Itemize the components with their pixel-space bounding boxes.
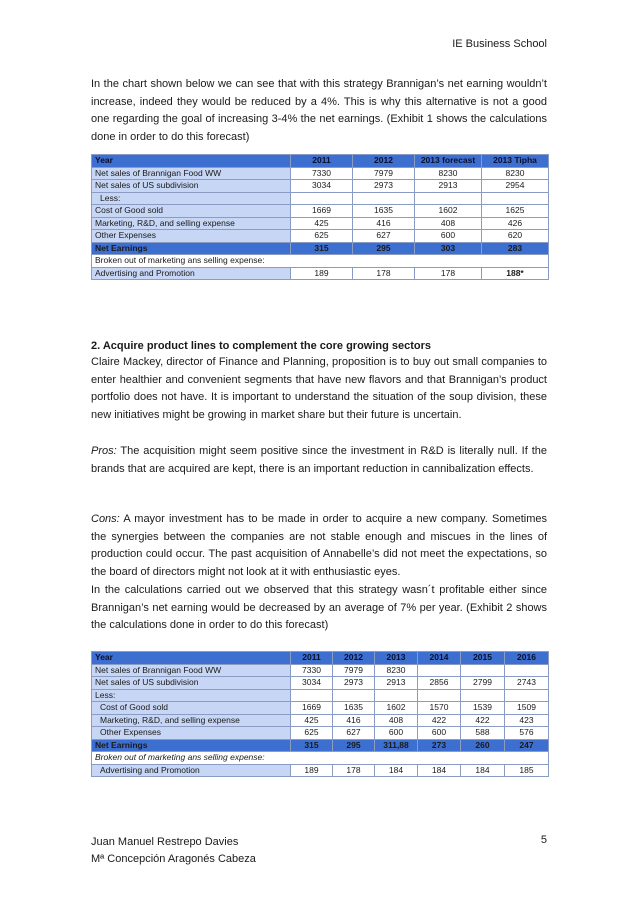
- table-row: [92, 664, 549, 677]
- cell: 2913: [375, 677, 418, 690]
- row-label: Net sales of Brannigan Food WW: [92, 664, 291, 677]
- pros-label: Pros:: [91, 445, 117, 457]
- cell: 600: [415, 230, 482, 243]
- cell: 295: [333, 739, 375, 752]
- page-number: 5: [540, 834, 547, 846]
- cell: 2856: [418, 677, 461, 690]
- cell: [505, 689, 549, 702]
- cell: 185: [505, 764, 549, 777]
- cell: 2913: [415, 180, 482, 193]
- cell: 2799: [461, 677, 505, 690]
- table-row: [92, 689, 549, 702]
- row-label: Marketing, R&D, and selling expense: [92, 217, 291, 230]
- cell: 8230: [482, 167, 549, 180]
- net-earnings-row: [92, 242, 549, 255]
- cell: 416: [353, 217, 415, 230]
- cell: 422: [418, 714, 461, 727]
- cell: 184: [461, 764, 505, 777]
- header-cell: 2016: [505, 652, 549, 665]
- header-cell: 2011: [291, 652, 333, 665]
- cell: 2743: [505, 677, 549, 690]
- table-row: [92, 192, 549, 205]
- cell: 422: [461, 714, 505, 727]
- header-cell: 2011: [291, 155, 353, 168]
- cell: 188*: [482, 267, 549, 280]
- cell: [415, 192, 482, 205]
- table-header-row: [92, 652, 549, 665]
- cell: 178: [353, 267, 415, 280]
- cell: [461, 664, 505, 677]
- cell: 8230: [415, 167, 482, 180]
- header-cell: 2013: [375, 652, 418, 665]
- table-row: [92, 255, 549, 268]
- cell: 408: [415, 217, 482, 230]
- intro-paragraph: In the chart shown below we can see that with this strategy Brannigan’s net earning wouldn’t increase, indeed they would be reduced by a 4%. This is why this alternative is not a good one regarding the goal of increasing 3-4% the net earnings. (Exhibit 1 shows the calculations done in order to do this forecast): [91, 78, 547, 143]
- section-paragraph: Claire Mackey, director of Finance and Planning, proposition is to buy out small companies to enter healthier and convenient segments that have new flavors and that Brannigan’s product portfolio does not have. It is important to understand the situation of the soup division, these new initiatives might be growing in market share but their future is uncertain.: [91, 356, 547, 421]
- table-row: [92, 714, 549, 727]
- cell: [291, 192, 353, 205]
- table-row: [92, 752, 549, 765]
- cell: 1509: [505, 702, 549, 715]
- table-header-row: [92, 155, 549, 168]
- row-label: Broken out of marketing ans selling expense:: [92, 752, 549, 765]
- cell: 3034: [291, 677, 333, 690]
- cell: 1669: [291, 205, 353, 218]
- footer-authors: [91, 834, 256, 868]
- cell: [482, 192, 549, 205]
- cell: 315: [291, 242, 353, 255]
- table-row: [92, 267, 549, 280]
- cell: [333, 689, 375, 702]
- header-cell: 2012: [353, 155, 415, 168]
- cell: 303: [415, 242, 482, 255]
- cell: 1539: [461, 702, 505, 715]
- cell: 425: [291, 217, 353, 230]
- running-header: IE Business School: [452, 38, 547, 50]
- cell: 189: [291, 764, 333, 777]
- cell: [418, 689, 461, 702]
- table-row: [92, 702, 549, 715]
- cell: 3034: [291, 180, 353, 193]
- cell: 247: [505, 739, 549, 752]
- table-row: [92, 217, 549, 230]
- cell: 2973: [353, 180, 415, 193]
- cell: 600: [375, 727, 418, 740]
- cell: 423: [505, 714, 549, 727]
- table-row: [92, 677, 549, 690]
- header-cell: 2014: [418, 652, 461, 665]
- cell: [505, 664, 549, 677]
- cell: 425: [291, 714, 333, 727]
- table-row: [92, 205, 549, 218]
- cell: 625: [291, 727, 333, 740]
- cell: 2973: [333, 677, 375, 690]
- cell: [291, 689, 333, 702]
- row-label: Net Earnings: [92, 242, 291, 255]
- row-label: Net sales of US subdivision: [92, 677, 291, 690]
- cell: 1635: [353, 205, 415, 218]
- cell: 1570: [418, 702, 461, 715]
- cons-text: A mayor investment has to be made in order to acquire a new company. Sometimes the synergies between the companies are not stable enough and miscues in the lines of production could occur. The past acquisition of Annabelle’s did not meet the expectations, so the board of directors might not look at it with enthusiastic eyes.: [91, 513, 547, 578]
- cons-label: Cons:: [91, 513, 120, 525]
- cell: 295: [353, 242, 415, 255]
- table-row: [92, 180, 549, 193]
- pros-paragraph: [91, 443, 547, 478]
- section-heading: 2. Acquire product lines to complement the core growing sectors: [91, 340, 432, 352]
- author-name: Juan Manuel Restrepo Davies: [91, 836, 239, 848]
- cell: [418, 664, 461, 677]
- row-label: Advertising and Promotion: [92, 764, 291, 777]
- cons-paragraph: [91, 511, 547, 581]
- cell: [353, 192, 415, 205]
- cell: 620: [482, 230, 549, 243]
- row-label: Less:: [92, 192, 291, 205]
- header-cell: Year: [92, 155, 291, 168]
- table-row: [92, 167, 549, 180]
- cell: 178: [333, 764, 375, 777]
- conclusion-paragraph: In the calculations carried out we observed that this strategy wasn´t profitable either since Brannigan’s net earning would be decreased by an average of 7% per year. (Exhibit 2 shows the calculations done in order to do this forecast): [91, 584, 547, 631]
- row-label: Other Expenses: [92, 727, 291, 740]
- table-row: [92, 230, 549, 243]
- cell: [375, 689, 418, 702]
- table-row: [92, 764, 549, 777]
- cell: 2954: [482, 180, 549, 193]
- row-label: Net sales of US subdivision: [92, 180, 291, 193]
- net-earnings-row: [92, 739, 549, 752]
- header-cell: 2013 Tipha: [482, 155, 549, 168]
- row-label: Other Expenses: [92, 230, 291, 243]
- header-cell: 2015: [461, 652, 505, 665]
- row-label: Marketing, R&D, and selling expense: [92, 714, 291, 727]
- cell: 7330: [291, 664, 333, 677]
- cell: 416: [333, 714, 375, 727]
- pros-text: The acquisition might seem positive since the investment in R&D is literally null. If the brands that are acquired are kept, there is an important reduction in cannibalization effects.: [91, 445, 547, 475]
- cell: 576: [505, 727, 549, 740]
- row-label: Net Earnings: [92, 739, 291, 752]
- cell: 283: [482, 242, 549, 255]
- table-row: [92, 727, 549, 740]
- author-name: Mª Concepción Aragonés Cabeza: [91, 853, 256, 865]
- header-cell: Year: [92, 652, 291, 665]
- exhibit-2-table: [91, 651, 549, 777]
- cell: 1625: [482, 205, 549, 218]
- cell: 184: [375, 764, 418, 777]
- cell: 7979: [353, 167, 415, 180]
- cell: [461, 689, 505, 702]
- row-label: Broken out of marketing ans selling expense:: [92, 255, 549, 268]
- cell: 588: [461, 727, 505, 740]
- cell: 178: [415, 267, 482, 280]
- cell: 189: [291, 267, 353, 280]
- cell: 1635: [333, 702, 375, 715]
- cell: 408: [375, 714, 418, 727]
- row-label: Net sales of Brannigan Food WW: [92, 167, 291, 180]
- cell: 184: [418, 764, 461, 777]
- cell: 311,88: [375, 739, 418, 752]
- cell: 600: [418, 727, 461, 740]
- row-label: Advertising and Promotion: [92, 267, 291, 280]
- cell: 1602: [415, 205, 482, 218]
- cell: 627: [333, 727, 375, 740]
- cell: 8230: [375, 664, 418, 677]
- cell: 315: [291, 739, 333, 752]
- header-cell: 2013 forecast: [415, 155, 482, 168]
- row-label: Cost of Good sold: [92, 702, 291, 715]
- cell: 7330: [291, 167, 353, 180]
- row-label: Cost of Good sold: [92, 205, 291, 218]
- cell: 1602: [375, 702, 418, 715]
- cell: 625: [291, 230, 353, 243]
- cell: 426: [482, 217, 549, 230]
- cell: 260: [461, 739, 505, 752]
- cell: 1669: [291, 702, 333, 715]
- row-label: Less:: [92, 689, 291, 702]
- exhibit-1-table: [91, 154, 549, 280]
- header-cell: 2012: [333, 652, 375, 665]
- cell: 627: [353, 230, 415, 243]
- cell: 273: [418, 739, 461, 752]
- cell: 7979: [333, 664, 375, 677]
